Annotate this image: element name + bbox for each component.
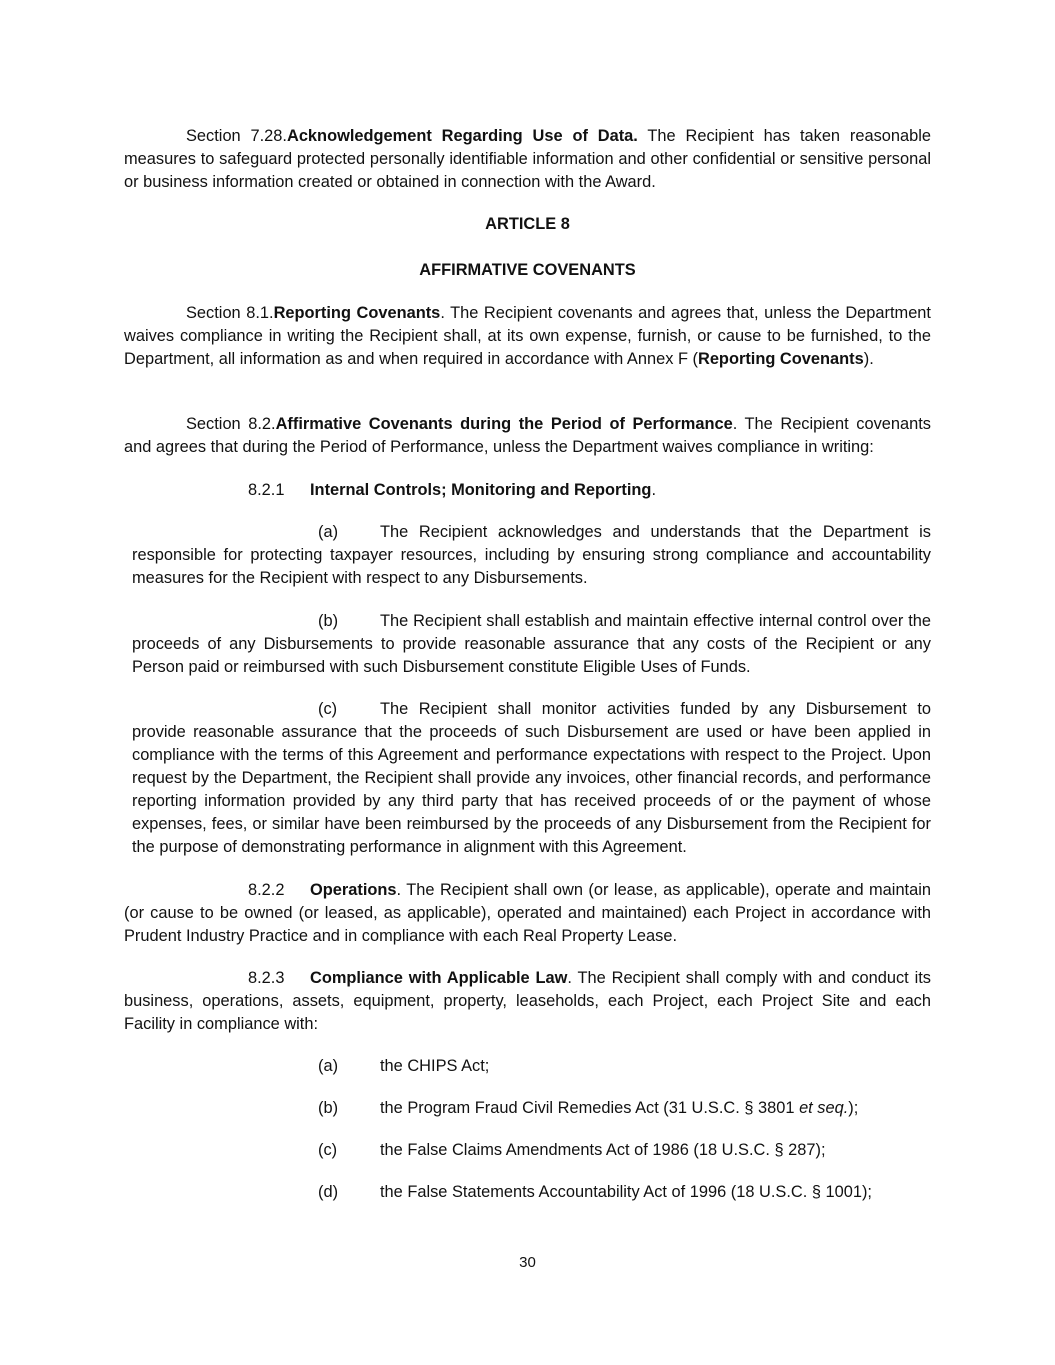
list-item-tail: ); — [848, 1099, 859, 1117]
clause-8-2-1-c — [132, 698, 931, 859]
subsection-title: Operations — [310, 881, 397, 899]
section-title: Reporting Covenants — [273, 304, 441, 322]
list-item-text: the Program Fraud Civil Remedies Act (31 U.S.C. § 3801 — [380, 1099, 800, 1117]
section-7-28 — [124, 125, 931, 194]
subsection-number: 8.2.2 — [248, 881, 285, 899]
section-title: Acknowledgement Regarding Use of Data. — [286, 127, 638, 145]
clause-text: The Recipient shall monitor activities funded by any Disbursement to provide reasonable assurance that the proceeds of such Disbursement are used or have been applied in compliance with the terms of this Agreement and performance expectations with respect to the Project. Upon request by the Department, the Recipient shall provide any invoices, other financial records, and performance reporting information provided by any third party that has received proceeds of or the payment of whose expenses, fees, or similar have been reimbursed by the proceeds of any Disbursement from the Recipient for the purpose of demonstrating performance in alignment with this Agreement. — [132, 700, 931, 856]
list-item — [318, 1181, 931, 1204]
article-title: AFFIRMATIVE COVENANTS — [419, 261, 636, 279]
clause-label: (b) — [318, 612, 339, 630]
list-item — [318, 1055, 931, 1078]
list-item-label: (d) — [318, 1183, 339, 1201]
subsection-number: 8.2.3 — [248, 969, 285, 987]
section-prefix: Section 8.1. — [186, 304, 274, 322]
annex-reference: Reporting Covenants — [697, 350, 864, 368]
list-item-text: the False Claims Amendments Act of 1986 (18 U.S.C. § 287); — [380, 1141, 826, 1159]
list-item — [318, 1139, 931, 1162]
section-end: ). — [863, 350, 874, 368]
list-item-italic: et seq. — [799, 1099, 849, 1117]
subsection-end: . — [651, 481, 657, 499]
list-item-text: the CHIPS Act; — [380, 1057, 490, 1075]
clause-label: (a) — [318, 523, 339, 541]
list-item — [318, 1097, 931, 1120]
subsection-text: . The Recipient shall own (or lease, as applicable), operate and maintain (or cause to be owned (or leased, as applicable), operated and maintained) each Project in accordance with Prudent Industry Practice and in compliance with each Real Property Lease. — [124, 881, 931, 945]
list-item-label: (a) — [318, 1057, 339, 1075]
subsection-8-2-3 — [124, 967, 931, 1036]
clause-8-2-1-b — [132, 610, 931, 679]
section-8-1 — [124, 302, 931, 371]
page-number: 30 — [519, 1254, 536, 1271]
section-text: The Recipient has taken reasonable measures to safeguard protected personally identifiable information and other confidential or sensitive personal or business information created or obtained in connection with the Award. — [124, 127, 931, 191]
subsection-8-2-1 — [124, 479, 931, 502]
subsection-text: . The Recipient shall comply with and conduct its business, operations, assets, equipment, property, leaseholds, each Project, each Project Site and each Facility in compliance with: — [124, 969, 931, 1033]
section-title: Affirmative Covenants during the Period of Performance — [275, 415, 733, 433]
subsection-title: Internal Controls; Monitoring and Reporting — [310, 481, 652, 499]
subsection-title: Compliance with Applicable Law — [310, 969, 568, 987]
list-item-label: (b) — [318, 1099, 339, 1117]
clause-text: The Recipient shall establish and maintain effective internal control over the proceeds of any Disbursements to provide reasonable assurance that any costs of the Recipient or any Person paid or reimbursed with such Disbursement constitute Eligible Uses of Funds. — [132, 612, 931, 676]
clause-text: The Recipient acknowledges and understands that the Department is responsible for protecting taxpayer resources, including by ensuring strong compliance and accountability measures for the Recipient with respect to any Disbursements. — [132, 523, 931, 587]
list-item-text: the False Statements Accountability Act of 1996 (18 U.S.C. § 1001); — [380, 1183, 872, 1201]
list-item-label: (c) — [318, 1141, 338, 1159]
subsection-number: 8.2.1 — [248, 481, 285, 499]
section-prefix: Section 8.2. — [186, 415, 276, 433]
clause-label: (c) — [318, 700, 338, 718]
subsection-8-2-2 — [124, 879, 931, 948]
clause-8-2-1-a — [132, 521, 931, 590]
section-8-2 — [124, 413, 931, 459]
section-text: . The Recipient covenants and agrees that, unless the Department waives compliance in writing the Recipient shall, at its own expense, furnish, or cause to be furnished, to the Department, all information as and when required in accordance with Annex F ( — [124, 304, 931, 368]
section-text: . The Recipient covenants and agrees that during the Period of Performance, unless the Department waives compliance in writing: — [124, 415, 931, 456]
article-number: ARTICLE 8 — [485, 215, 570, 233]
section-prefix: Section 7.28. — [186, 127, 287, 145]
